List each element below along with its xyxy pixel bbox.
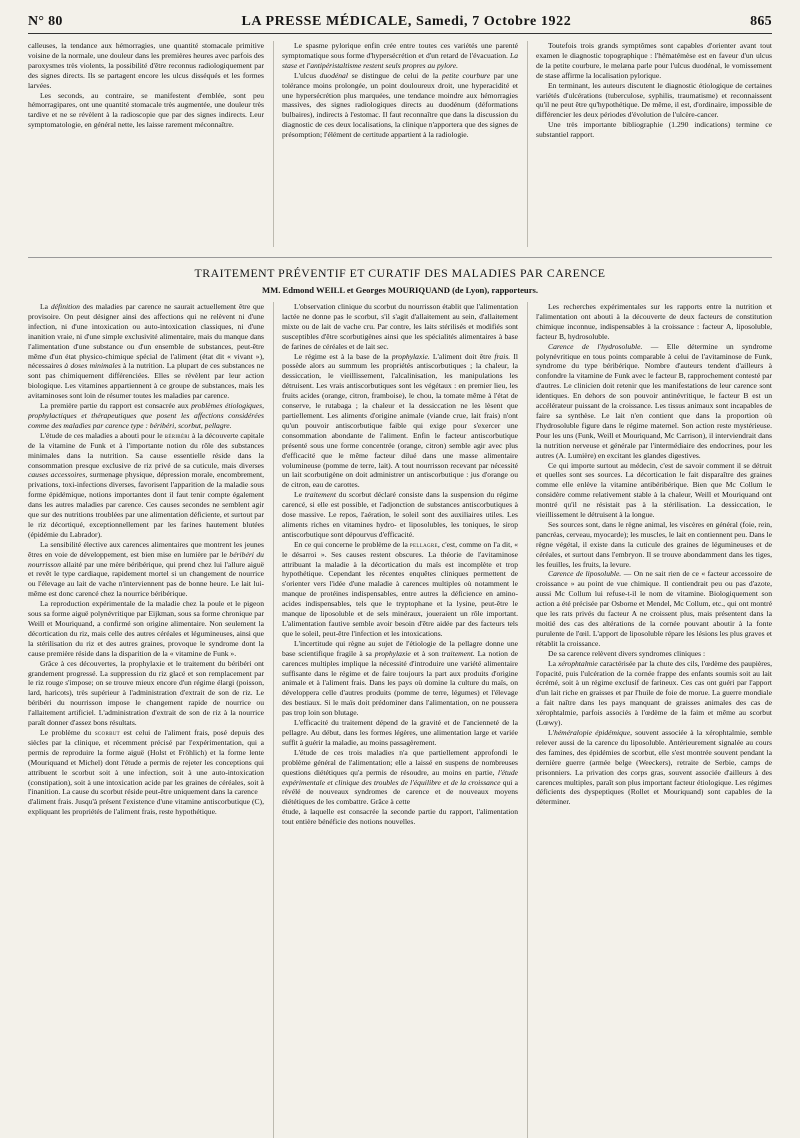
paragraph: Carence de liposoluble. — On ne sait rien de ce « facteur accessoire de croissance » au point de vue chimique. Il contiendrait peu ou pas d'azote, aussi Mc Collum lui refuse-t-il le nom de vitamine. Biologiquement son action a été précisée par Osborne et Mendel, Mc Collum, etc., qui ont montré que les rats privés du facteur A ne croissent plus, mais présentent dans la moitié des cas des altérations de la cornée pouvant aboutir à la fonte purulente de l'œil. L'apport de liposoluble répare les lésions les plus graves et rétablit la croissance. — [536, 569, 772, 648]
paragraph: L'efficacité du traitement dépend de la gravité et de l'ancienneté de la pellagre. Au début, dans les formes légères, une alimentation large et variée suffit à guérir la maladie, au moins passagèrement. — [282, 718, 518, 747]
paragraph: Le problème du scorbut est celui de l'aliment frais, posé depuis des siècles par la clinique, et récemment précisé par l'expérimentation, qui a permis de reproduire la forme aiguë (Holst et Fröhlich) et la forme lente (Mouriquand et Michel) dont l'étude a permis de rejeter les conceptions qui attribuent le scorbut soit à une infection, soit à une auto-intoxication (constipation), soit à une intoxication acide par les graines de céréales, soit à l'inanition. La cause du scorbut réside peut-être uniquement dans la carence — [28, 727, 264, 797]
journal-title-date: LA PRESSE MÉDICALE, Samedi, 7 Octobre 1922 — [241, 14, 572, 29]
paragraph: L'étude de ces trois maladies n'a que partiellement approfondi le problème général de l'alimentation; elle a laissé en suspens de nombreuses questions diététiques qu'a permis de résoudre, au moins en partie, l'étude expérimentale et clinique des troubles de l'équilibre et de la croissance qui a révélé de nouveaux syndromes de carence et de nouveaux moyens diététiques de les combattre. Grâce à cette — [282, 747, 519, 807]
paragraph: L'incertitude qui règne au sujet de l'étiologie de la pellagre donne une base scientifique fragile à sa prophylaxie et à son traitement. La notion de carences multiples implique la nécessité d'introduire une variété alimentaire suffisante dans le régime et de faire toujours la part aux produits d'origine animale et à l'aliment frais. Dans les pays où domine la culture du maïs, on développera celle d'autres produits (pomme de terre, légumes) et l'élevage des bestiaux. Si le maïs doit prédominer dans l'alimentation, on ne poussera pas trop loin son blutage. — [282, 638, 518, 718]
paragraph: Le traitement du scorbut déclaré consiste dans la suspension du régime carencé, si elle est possible, et l'adjonction de substances antiscorbutiques à dose massive. Le repos, l'aération, le soleil sont des auxiliaires utiles. Les aliments riches en vitamines hydro- et liposolubles, les toniques, le sirop antiscorbutique sont dépourvus d'efficacité. — [282, 490, 518, 539]
paragraph: Une très importante bibliographie (1.290 indications) termine ce substantiel rapport. — [536, 120, 772, 140]
paragraph: La sensibilité élective aux carences alimentaires que montrent les jeunes êtres en voie de développement, est bien mise en lumière par le béribéri du nourrisson allaité par une mère béribérique, qui prend chez lui l'allure aiguë et revêt le type cardiaque, rapidement mortel si un changement de nourrice ou l'élevage au lait de vache n'interviennent pas de bonne heure. Le lait lui-même est donc carencé chez la nourrice béribérique. — [28, 539, 264, 599]
paragraph: L'héméralopie épidémique, souvent associée à la xérophtalmie, semble relever aussi de la carence du liposoluble. Antérieurement signalée au cours des famines, des épidémies de scorbut, elle s'est montrée souvent pendant la dernière guerre (armée belge (Weeckers), retraite de Serbie, camps de prisonniers. La privation des corps gras, souvent associée d'ailleurs à des carences multiples, paraît son plus important facteur étiologique. Les régimes déficients des dyspeptiques (Rollet et Mouriquand) sont capables de la déterminer. — [536, 727, 772, 807]
paragraph: calleuses, la tendance aux hémorragies, une quantité stomacale primitive voisine de la normale, une douleur dans les premières heures avec parfois des paroxysmes très violents, la possibilité d'être reconnus radiologiquement par des signes directs. Ils se partagent encore les ulcus disséqués et les formes larvées. — [28, 41, 264, 90]
paragraph: En ce qui concerne le problème de la pellagre, c'est, comme on l'a dit, « le désarroi ». Ses causes restent obscures. La théorie de l'avitaminose attribuant la maladie à la décortication du maïs est incomplète et trop hypothétique. Cependant les récentes enquêtes cliniques permettent de s'orienter vers l'idée d'une maladie à carences multiples où notamment le manque de protéines indispensables, entre autres la déficience en amino-acides indispensables, tels que le tryptophane et la lysine, peut-être le manque de liposoluble et de sels minéraux, joueraient un rôle important. L'alimentation fautive semble avoir besoin d'être aidée par des facteurs tels que le soleil, peut-être l'infection et les intoxications. — [282, 539, 518, 638]
paragraph: Ses sources sont, dans le règne animal, les viscères en général (foie, rein, pancréas, cerveau, myocarde); les muscles, le lait en contiennent peu. Dans le règne végétal, il existe dans la cuticule des graines de légumineuses et de céréales, et surtout dans l'embryon. Il se trouve abondamment dans les tiges, les feuilles, les fruits, la levure. — [536, 519, 772, 569]
paragraph: La première partie du rapport est consacrée aux problèmes étiologiques, prophylactiques et thérapeutiques que posent les affections considérées comme des maladies par carence type : béribéri, scorbut, pellagre. — [28, 401, 264, 430]
paragraph: Les recherches expérimentales sur les rapports entre la nutrition et l'alimentation ont abouti à la découverte de deux facteurs de constitution chimique inconnue, indispensables à la croissance : facteur A, liposoluble, facteur B, hydrosoluble. — [536, 302, 772, 341]
paragraph: L'étude de ces maladies a abouti pour le béribéri à la découverte capitale de la vitamine de Funk et à l'importante notion du rôle des substances minimales dans la nutrition. Sa cause essentielle réside dans la consommation presque exclusive de riz privé de sa cuticule, mais diverses causes accessoires, surmenage physique, dépression morale, encombrement, privations, toxi-infections diverses, favorisent l'apparition de la maladie sous forme épidémique, notions importantes dont il faut tenir compte également dans les autres maladies par carence. Ces causes secondes ne semblent agir que sur des nutritions troublées par une alimentation déficiente, et surtout par le riz décortiqué, exceptionnellement par les farines hautement blutées (épidémie du Labrador). — [28, 430, 265, 539]
previous-article-continuation — [28, 41, 772, 247]
article-body — [28, 302, 772, 1138]
paragraph: Carence de l'hydrosoluble. — Elle détermine un syndrome polynévritique en tous points comparable à celui de l'avitaminose de Funk, syndrome du type béribérique. Nombre d'auteurs tendent d'ailleurs à confondre la vitamine de Funk avec le facteur B, rapprochement contesté par d'autres. Le clinicien doit retenir que les manifestations de leur carence sont identiques. En dehors de son pouvoir antinévritique, le facteur B est un accélérateur puissant de la croissance. Les tissus animaux sont incapables de faire sa synthèse. Le lait n'en contient que dans la proportion où l'hydrosoluble figure dans le régime maternel. Son action reste mystérieuse. Pour les uns (Funk, Weill et Mouriquand, Mc Carrison), il interviendrait dans la nutrition nerveuse et générale par l'intermédiaire des endocrines, pour les autres (A. Lumière) en excitant les glandes digestives. — [536, 341, 772, 460]
paragraph: La définition des maladies par carence ne saurait actuellement être que provisoire. On peut désigner ainsi des affections qui ne relèvent ni d'une infection, ni d'une intoxication ou auto-intoxication classiques, ni d'une inanition vraie, ni d'une simple exclusivité alimentaire, mais du manque dans l'alimentation d'une substance ou d'un ensemble de substances, peut-être même d'un état physico-chimique spécial de l'aliment (état dit « vivant »), nécessaires à doses minimales à la nutrition. La plupart de ces substances ne sont pas chimiquement différenciées. Elles se révèlent par leur action biologique. Les vitamines appartiennent à ce groupe de substances, mais les avitaminoses sont loin de résumer toutes les maladies par carence. — [28, 302, 265, 401]
paragraph: d'aliment frais. Jusqu'à présent l'existence d'une vitamine antiscorbutique (C), expliquant les propriétés de l'aliment frais, reste hypothétique. — [28, 797, 264, 817]
running-header — [28, 14, 772, 34]
paragraph: Grâce à ces découvertes, la prophylaxie et le traitement du béribéri ont grandement progressé. La suppression du riz glacé et son remplacement par le riz rouge s'impose; on se trouve mieux encore d'un régime élargi (poisson, lard, haricots), très supérieur à l'administration d'extrait de son de riz. Le béribéri du nourrisson impose le changement rapide de nourrice ou l'allaitement artificiel. L'administration d'extrait de son de riz à la nourrice paraît donner d'assez bons résultats. — [28, 658, 264, 728]
paragraph: Les seconds, au contraire, se manifestent d'emblée, sont peu hémorragipares, ont une quantité stomacale très augmentée, une douleur très tardive et ne se révèlent à la radioscopie que par des signes indirects. Leur symptomatologie, en général nette, les laisse rarement méconnaître. — [28, 90, 264, 130]
paragraph: Toutefois trois grands symptômes sont capables d'orienter avant tout examen le diagnostic topographique : l'hématémèse est en faveur d'un ulcus de la petite courbure, le melæna parle pour l'ulcus duodénal, le vomissement de stase affirme la localisation pylorique. — [536, 41, 772, 80]
paragraph: Le spasme pylorique enfin crée entre toutes ces variétés une parenté symptomatique sous forme d'hypersécrétion et d'un retard de l'évacuation. La stase et l'antipéristaltisme restent seuls propres au pylore. — [282, 41, 519, 70]
paragraph: De sa carence relèvent divers syndromes cliniques : — [548, 648, 706, 658]
page-number: 865 — [750, 14, 772, 29]
paragraph: La xérophtalmie caractérisée par la chute des cils, l'œdème des paupières, l'opacité, puis l'ulcération de la cornée frappe des enfants soumis soit au lait écrémé, soit à un régime exclusif de farineux. Ces cas ont guéri par l'apport d'un lait riche en graisses et par l'huile de foie de morue. La guerre mondiale a fait naître dans les pays manquant de graisses animales des cas de xérophtalmie, parfois associés à l'œdème de la faim et même au scorbut (Lœwy). — [536, 658, 772, 728]
paragraph: L'observation clinique du scorbut du nourrisson établit que l'alimentation lactée ne donne pas le scorbut, s'il s'agit d'allaitement au sein, d'allaitement mixte ou de lait de vache cru. Par contre, les laits stérilisés et modifiés sont susceptibles d'être scorbutigènes ainsi que les spécialités alimentaires à base de farines de céréales et de lait sec. — [282, 302, 518, 351]
issue-number: N° 80 — [28, 14, 63, 29]
paragraph: Le régime est à la base de la prophylaxie. L'aliment doit être frais. Il possède alors au summum les propriétés antiscorbutiques ; la chaleur, la dessiccation, le vieillissement, l'alcalinisation, les manipulations les détruisent. Les vrais antiscorbutiques sont les végétaux : en premier lieu, les fruits acides (orange, citron, framboise), le chou, la tomate même à l'état de conserve, le rutabaga ; la chaleur et la dessiccation ne les lèsent que partiellement. Les aliments d'origine animale (viande crue, lait frais) n'ont qu'un pouvoir antiscorbutique faible qui exige pour s'exercer une consommation abondante de l'aliment. Enfin le facteur antiscorbutique présenté sous une forme concentrée (orange, citron) semble agir avec plus d'efficacité que le même facteur dilué dans une masse alimentaire volumineuse (pomme de terre, lait). A tout nourrisson recevant par nécessité un lait scorbutigène on doit administrer un antiscorbutique : jus d'orange ou de citron, eau de carottes. — [282, 351, 518, 490]
paragraph: La reproduction expérimentale de la maladie chez la poule et le pigeon sous sa forme aiguë polynévritique par Eijkman, sous sa forme chronique par Weill et Mouriquand, a confirmé son origine alimentaire. Non seulement la décortication du riz, mais celle des autres céréales et légumineuses, ainsi que la stérilisation du riz et des autres graines, provoque le syndrome dont la cause première réside dans la disparition de la « vitamine de Funk ». — [28, 599, 264, 658]
paragraph: L'ulcus duodénal se distingue de celui de la petite courbure par une tolérance moins prolongée, un point douloureux droit, une hyperacidité et une hypersécrétion plus marquées, une tendance moindre aux hémorragies massives, des signes radiologiques directs au duodénum (déformations bulbaires), indirects à l'estomac. Il faut reconnaître que dans la discussion du diagnostic de ces deux localisations, la clinique n'apportera que des signes de présomption; l'élément de certitude appartient à la radiologie. — [282, 70, 518, 140]
article-authors: MM. Edmond WEILL et Georges MOURIQUAND (de Lyon), rapporteurs. — [261, 285, 539, 295]
paragraph: étude, à laquelle est consacrée la seconde partie du rapport, l'alimentation tout entière bénéficie des notions nouvelles. — [282, 807, 518, 827]
paragraph: Ce qui importe surtout au médecin, c'est de savoir comment il se détruit et quelles sont ses sources. La décortication le fait disparaître des graines comme elle enlève la vitamine antibéribérique. Bien que Mc Collum le considère comme relativement stable à la chaleur, Weill et Mouriquand ont montré qu'il ne résistait pas à la stérilisation. La dessiccation, le vieillissement le détruisent à la longue. — [536, 460, 772, 520]
article-title: TRAITEMENT PRÉVENTIF ET CURATIF DES MALADIES PAR CARENCE — [28, 257, 772, 281]
paragraph: En terminant, les auteurs discutent le diagnostic étiologique de certaines variétés d'ulcérations (tuberculose, syphilis, traumatisme) et reconnaissent qu'il ne peut être qu'hypothétique. De même, il est, d'ordinaire, impossible de différencier les deux périodes d'évolution de l'ulcère-cancer. — [536, 80, 772, 120]
